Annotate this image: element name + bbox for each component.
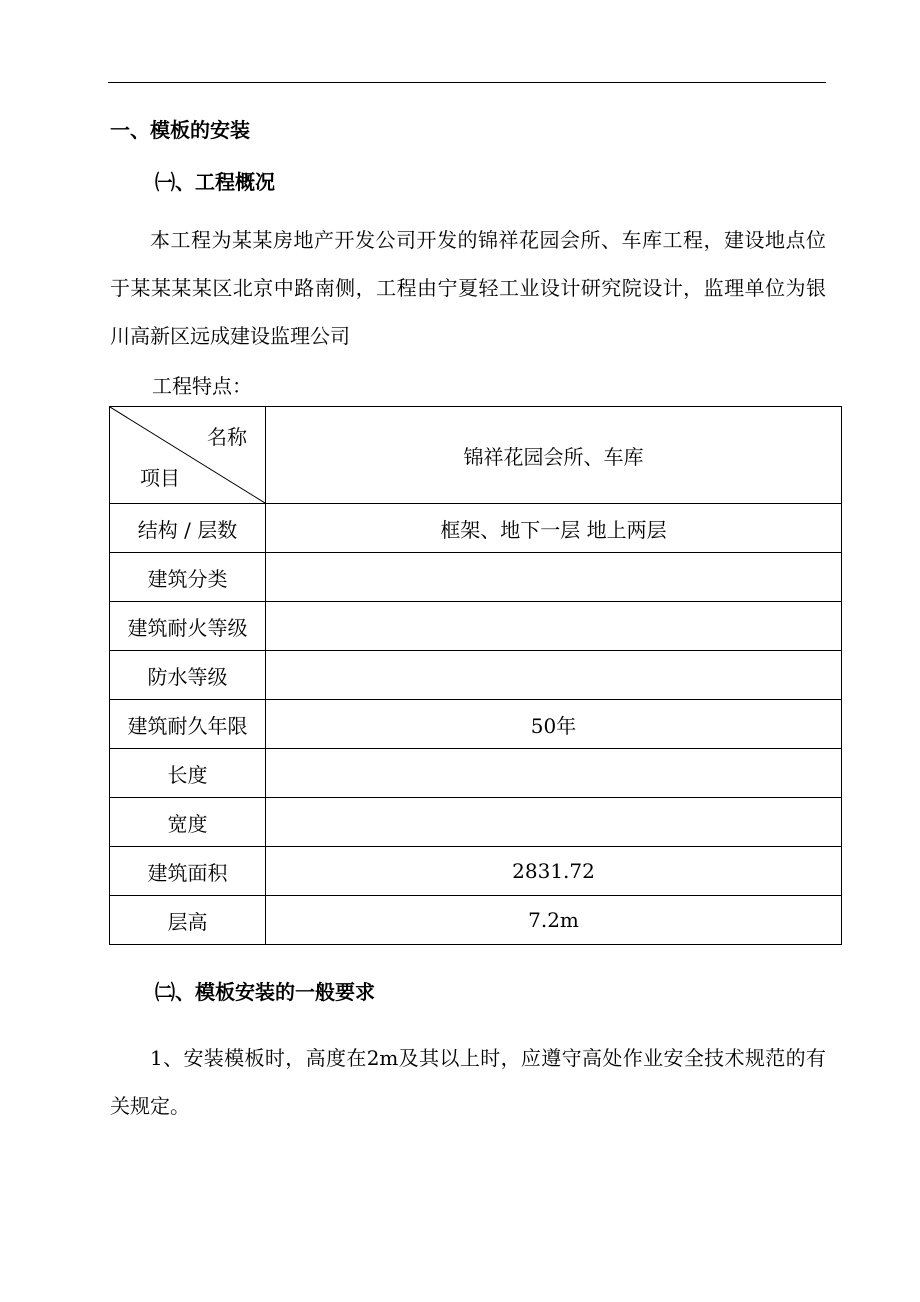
row-value — [266, 798, 842, 847]
header-name-label: 名称 — [207, 425, 247, 449]
row-value — [266, 602, 842, 651]
row-label: 建筑耐久年限 — [110, 700, 266, 749]
table-row — [110, 651, 842, 700]
row-value — [266, 651, 842, 700]
table-row — [110, 504, 842, 553]
header-rule — [108, 82, 826, 83]
header-item-label: 项目 — [140, 466, 180, 490]
row-value: 7.2m — [266, 896, 842, 945]
row-label: 长度 — [110, 749, 266, 798]
table-row — [110, 700, 842, 749]
row-label: 结构 / 层数 — [110, 504, 266, 553]
diagonal-header-cell — [110, 407, 266, 504]
table-row — [110, 553, 842, 602]
row-value: 框架、地下一层 地上两层 — [266, 504, 842, 553]
features-label: 工程特点： — [152, 374, 252, 398]
table-row — [110, 896, 842, 945]
row-value: 2831.72 — [266, 847, 842, 896]
row-label: 建筑耐火等级 — [110, 602, 266, 651]
table-row — [110, 749, 842, 798]
row-label: 层高 — [110, 896, 266, 945]
table-row — [110, 602, 842, 651]
main-heading: 一、模板的安装 — [110, 118, 250, 142]
header-project-name: 锦祥花园会所、车库 — [266, 407, 842, 504]
row-value — [266, 553, 842, 602]
section2-title: ㈡、模板安装的一般要求 — [155, 980, 375, 1004]
installation-requirement-paragraph: 1、安装模板时，高度在2m及其以上时，应遵守高处作业安全技术规范的有关规定。 — [110, 1046, 826, 1118]
table-row — [110, 847, 842, 896]
row-label: 建筑分类 — [110, 553, 266, 602]
row-value — [266, 749, 842, 798]
row-label: 防水等级 — [110, 651, 266, 700]
project-overview-paragraph: 本工程为某某房地产开发公司开发的锦祥花园会所、车库工程，建设地点位于某某某某区北京中路南侧，工程由宁夏轻工业设计研究院设计，监理单位为银川高新区远成建设监理公司 — [110, 228, 826, 348]
project-features-table — [109, 406, 842, 945]
row-label: 宽度 — [110, 798, 266, 847]
table-header-row — [110, 407, 842, 504]
table-row — [110, 798, 842, 847]
section1-title: ㈠、工程概况 — [155, 170, 275, 194]
row-label: 建筑面积 — [110, 847, 266, 896]
row-value: 50年 — [266, 700, 842, 749]
